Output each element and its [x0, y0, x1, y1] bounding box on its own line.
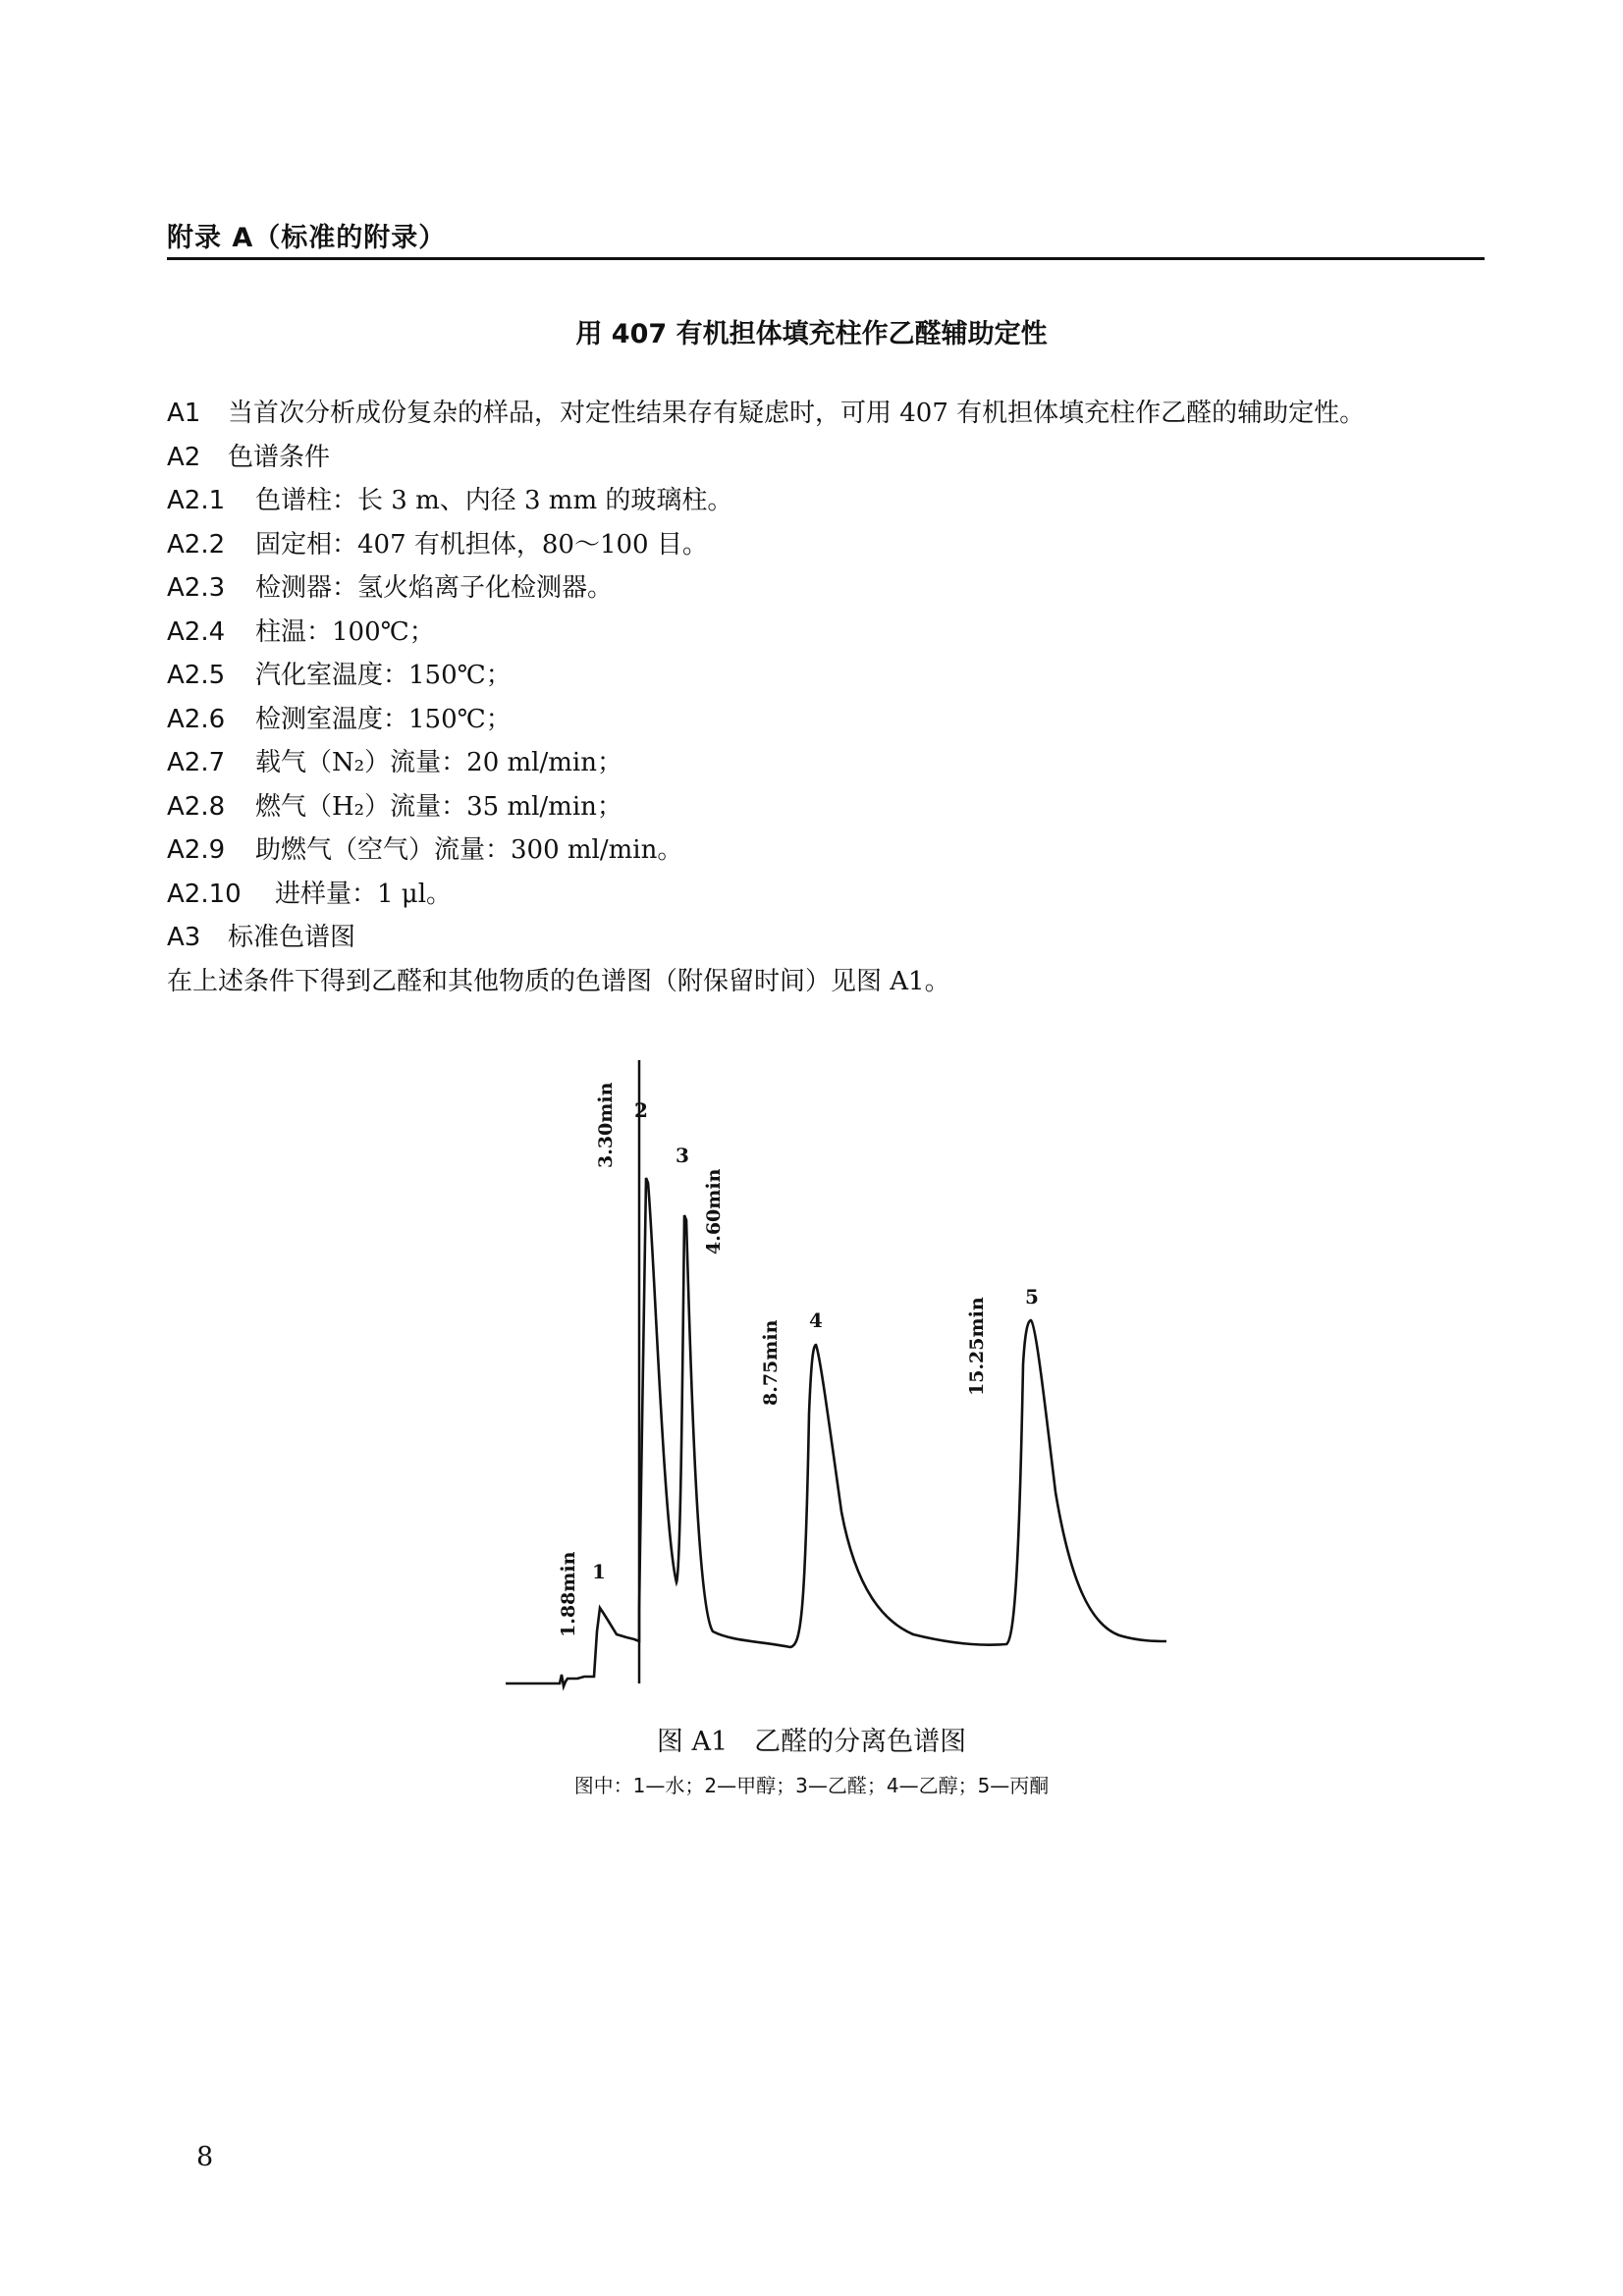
retention-time-label-1: 1.88min	[558, 1551, 579, 1637]
clause-number: A2.7	[167, 748, 226, 777]
retention-time-label-3: 4.60min	[703, 1168, 725, 1255]
clause-text: 在上述条件下得到乙醛和其他物质的色谱图（附保留时间）见图 A1。	[167, 966, 950, 996]
clause-text: 固定相：407 有机担体，80～100 目。	[255, 529, 708, 560]
clause-number: A2.2	[167, 529, 226, 560]
clause-text: 载气（N₂）流量：20 ml/min；	[255, 748, 622, 777]
section-title: 用 407 有机担体填充柱作乙醛辅助定性	[575, 319, 1048, 349]
clause-number: A2.1	[167, 486, 226, 515]
figure-caption: 图 A1 乙醛的分离色谱图	[656, 1727, 967, 1757]
clause-number: A2.4	[167, 616, 226, 647]
clause-text: 色谱柱：长 3 m、内径 3 mm 的玻璃柱。	[255, 486, 733, 515]
clause-text: 当首次分析成份复杂的样品，对定性结果存有疑虑时，可用 407 有机担体填充柱作乙醛的辅助定性。	[228, 399, 1366, 428]
peak-label-5: 5	[1025, 1285, 1039, 1308]
clause-number: A2.8	[167, 791, 226, 822]
clause-number: A2.10	[167, 879, 242, 909]
figure-legend: 图中：1—水；2—甲醇；3—乙醛；4—乙醇；5—丙酮	[573, 1774, 1050, 1797]
clause-text: 进样量：1 μl。	[275, 879, 453, 909]
clause-number: A2.5	[167, 661, 226, 690]
retention-time-label-4: 8.75min	[760, 1319, 782, 1406]
retention-time-label-5: 15.25min	[966, 1297, 988, 1396]
clause-text: 燃气（H₂）流量：35 ml/min；	[255, 791, 622, 822]
appendix-header: 附录 A（标准的附录）	[167, 223, 447, 253]
clause-text: 色谱条件	[228, 442, 331, 472]
clause-text: 汽化室温度：150℃；	[255, 661, 512, 690]
clause-number: A2.6	[167, 704, 226, 734]
clause-number: A2	[167, 442, 201, 472]
clause-number: A1	[167, 399, 201, 428]
clause-text: 柱温：100℃；	[255, 616, 435, 647]
peak-label-1: 1	[592, 1560, 606, 1583]
clause-text: 标准色谱图	[228, 923, 356, 952]
chromatogram-trace	[506, 1178, 1166, 1686]
clause-number: A3	[167, 923, 201, 952]
clause-number: A2.3	[167, 573, 226, 603]
page-number: 8	[196, 2142, 214, 2172]
clause-text: 检测室温度：150℃；	[255, 704, 512, 734]
peak-label-4: 4	[809, 1308, 823, 1332]
clause-text: 助燃气（空气）流量：300 ml/min。	[255, 835, 683, 865]
clause-text: 检测器：氢火焰离子化检测器。	[255, 573, 614, 603]
retention-time-label-2: 3.30min	[595, 1082, 617, 1168]
peak-label-3: 3	[676, 1144, 689, 1167]
peak-label-2: 2	[634, 1098, 648, 1122]
clause-number: A2.9	[167, 835, 226, 865]
